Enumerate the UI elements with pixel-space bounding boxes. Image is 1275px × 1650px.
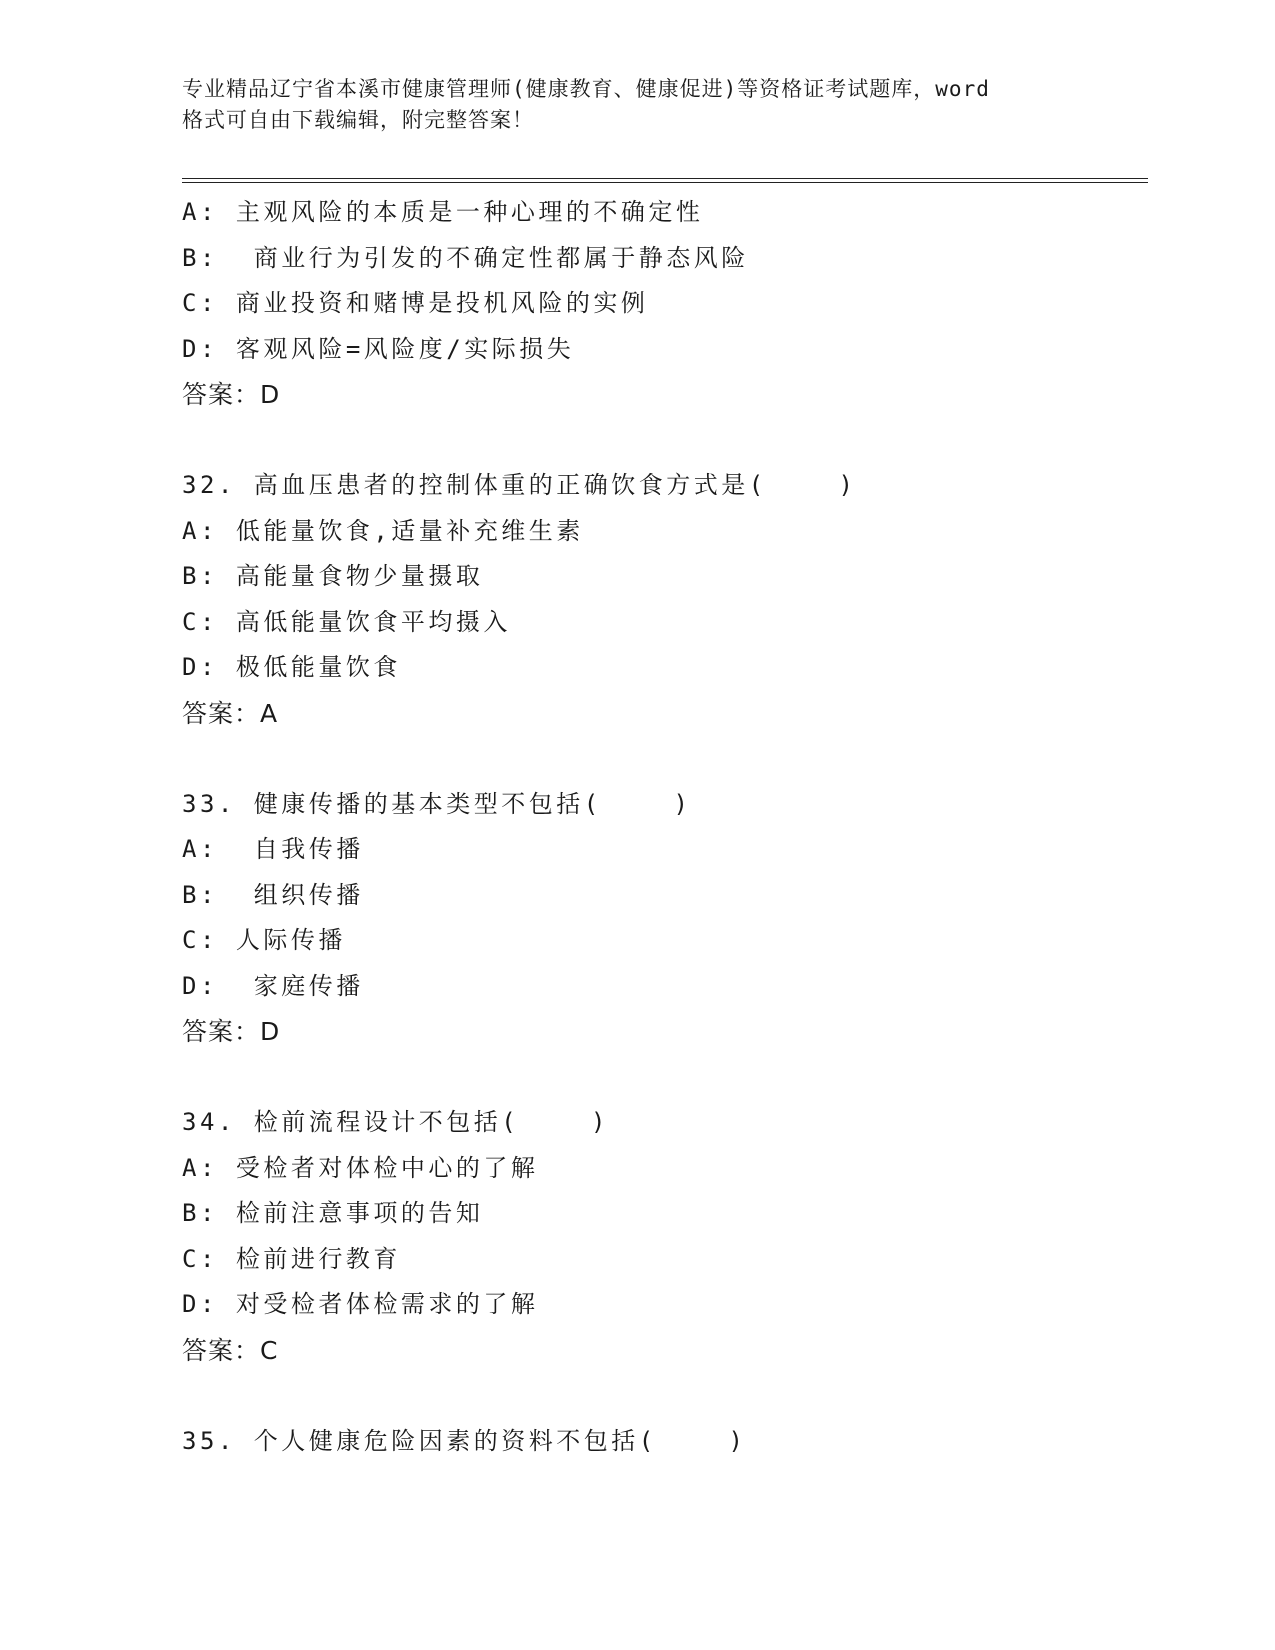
question-list bbox=[182, 190, 1142, 1464]
option-c: C: 高低能量饮食平均摄入 bbox=[182, 607, 511, 636]
answer: 答案：D bbox=[182, 380, 281, 409]
option-a: A: 自我传播 bbox=[182, 835, 364, 863]
option-a: A: 主观风险的本质是一种心理的不确定性 bbox=[182, 198, 704, 226]
option-a: A: 低能量饮食,适量补充维生素 bbox=[182, 516, 584, 545]
option-b: B: 商业行为引发的不确定性都属于静态风险 bbox=[182, 243, 749, 272]
option-c: C: 检前进行教育 bbox=[182, 1244, 401, 1273]
option-b: B: 检前注意事项的告知 bbox=[182, 1199, 484, 1227]
question-block-32 bbox=[182, 463, 1142, 736]
option-b: B: 高能量食物少量摄取 bbox=[182, 562, 484, 590]
header-line-2: 格式可自由下载编辑，附完整答案！ bbox=[182, 108, 534, 132]
question-block-31 bbox=[182, 190, 1142, 418]
answer: 答案：D bbox=[182, 1017, 281, 1046]
option-c: C: 商业投资和赌博是投机风险的实例 bbox=[182, 289, 649, 317]
option-b: B: 组织传播 bbox=[182, 880, 364, 909]
answer: 答案：C bbox=[182, 1335, 279, 1365]
question-block-35 bbox=[182, 1419, 1142, 1465]
question-stem: 35. 个人健康危险因素的资料不包括( ) bbox=[182, 1426, 747, 1455]
question-stem: 33. 健康传播的基本类型不包括( ) bbox=[182, 789, 692, 818]
option-d: D: 对受检者体检需求的了解 bbox=[182, 1290, 539, 1318]
header-divider-top bbox=[182, 178, 1148, 179]
option-c: C: 人际传播 bbox=[182, 926, 346, 954]
question-block-34 bbox=[182, 1100, 1142, 1373]
page-header bbox=[182, 74, 1082, 136]
option-d: D: 客观风险=风险度/实际损失 bbox=[182, 334, 575, 363]
answer: 答案：A bbox=[182, 698, 279, 728]
option-d: D: 极低能量饮食 bbox=[182, 653, 401, 681]
question-stem: 32. 高血压患者的控制体重的正确饮食方式是( ) bbox=[182, 471, 857, 499]
header-line-1: 专业精品辽宁省本溪市健康管理师(健康教育、健康促进)等资格证考试题库，word bbox=[182, 77, 990, 101]
option-a: A: 受检者对体检中心的了解 bbox=[182, 1153, 539, 1182]
option-d: D: 家庭传播 bbox=[182, 971, 364, 1000]
header-divider-bottom bbox=[182, 182, 1148, 183]
question-block-33 bbox=[182, 782, 1142, 1055]
question-stem: 34. 检前流程设计不包括( ) bbox=[182, 1108, 609, 1136]
